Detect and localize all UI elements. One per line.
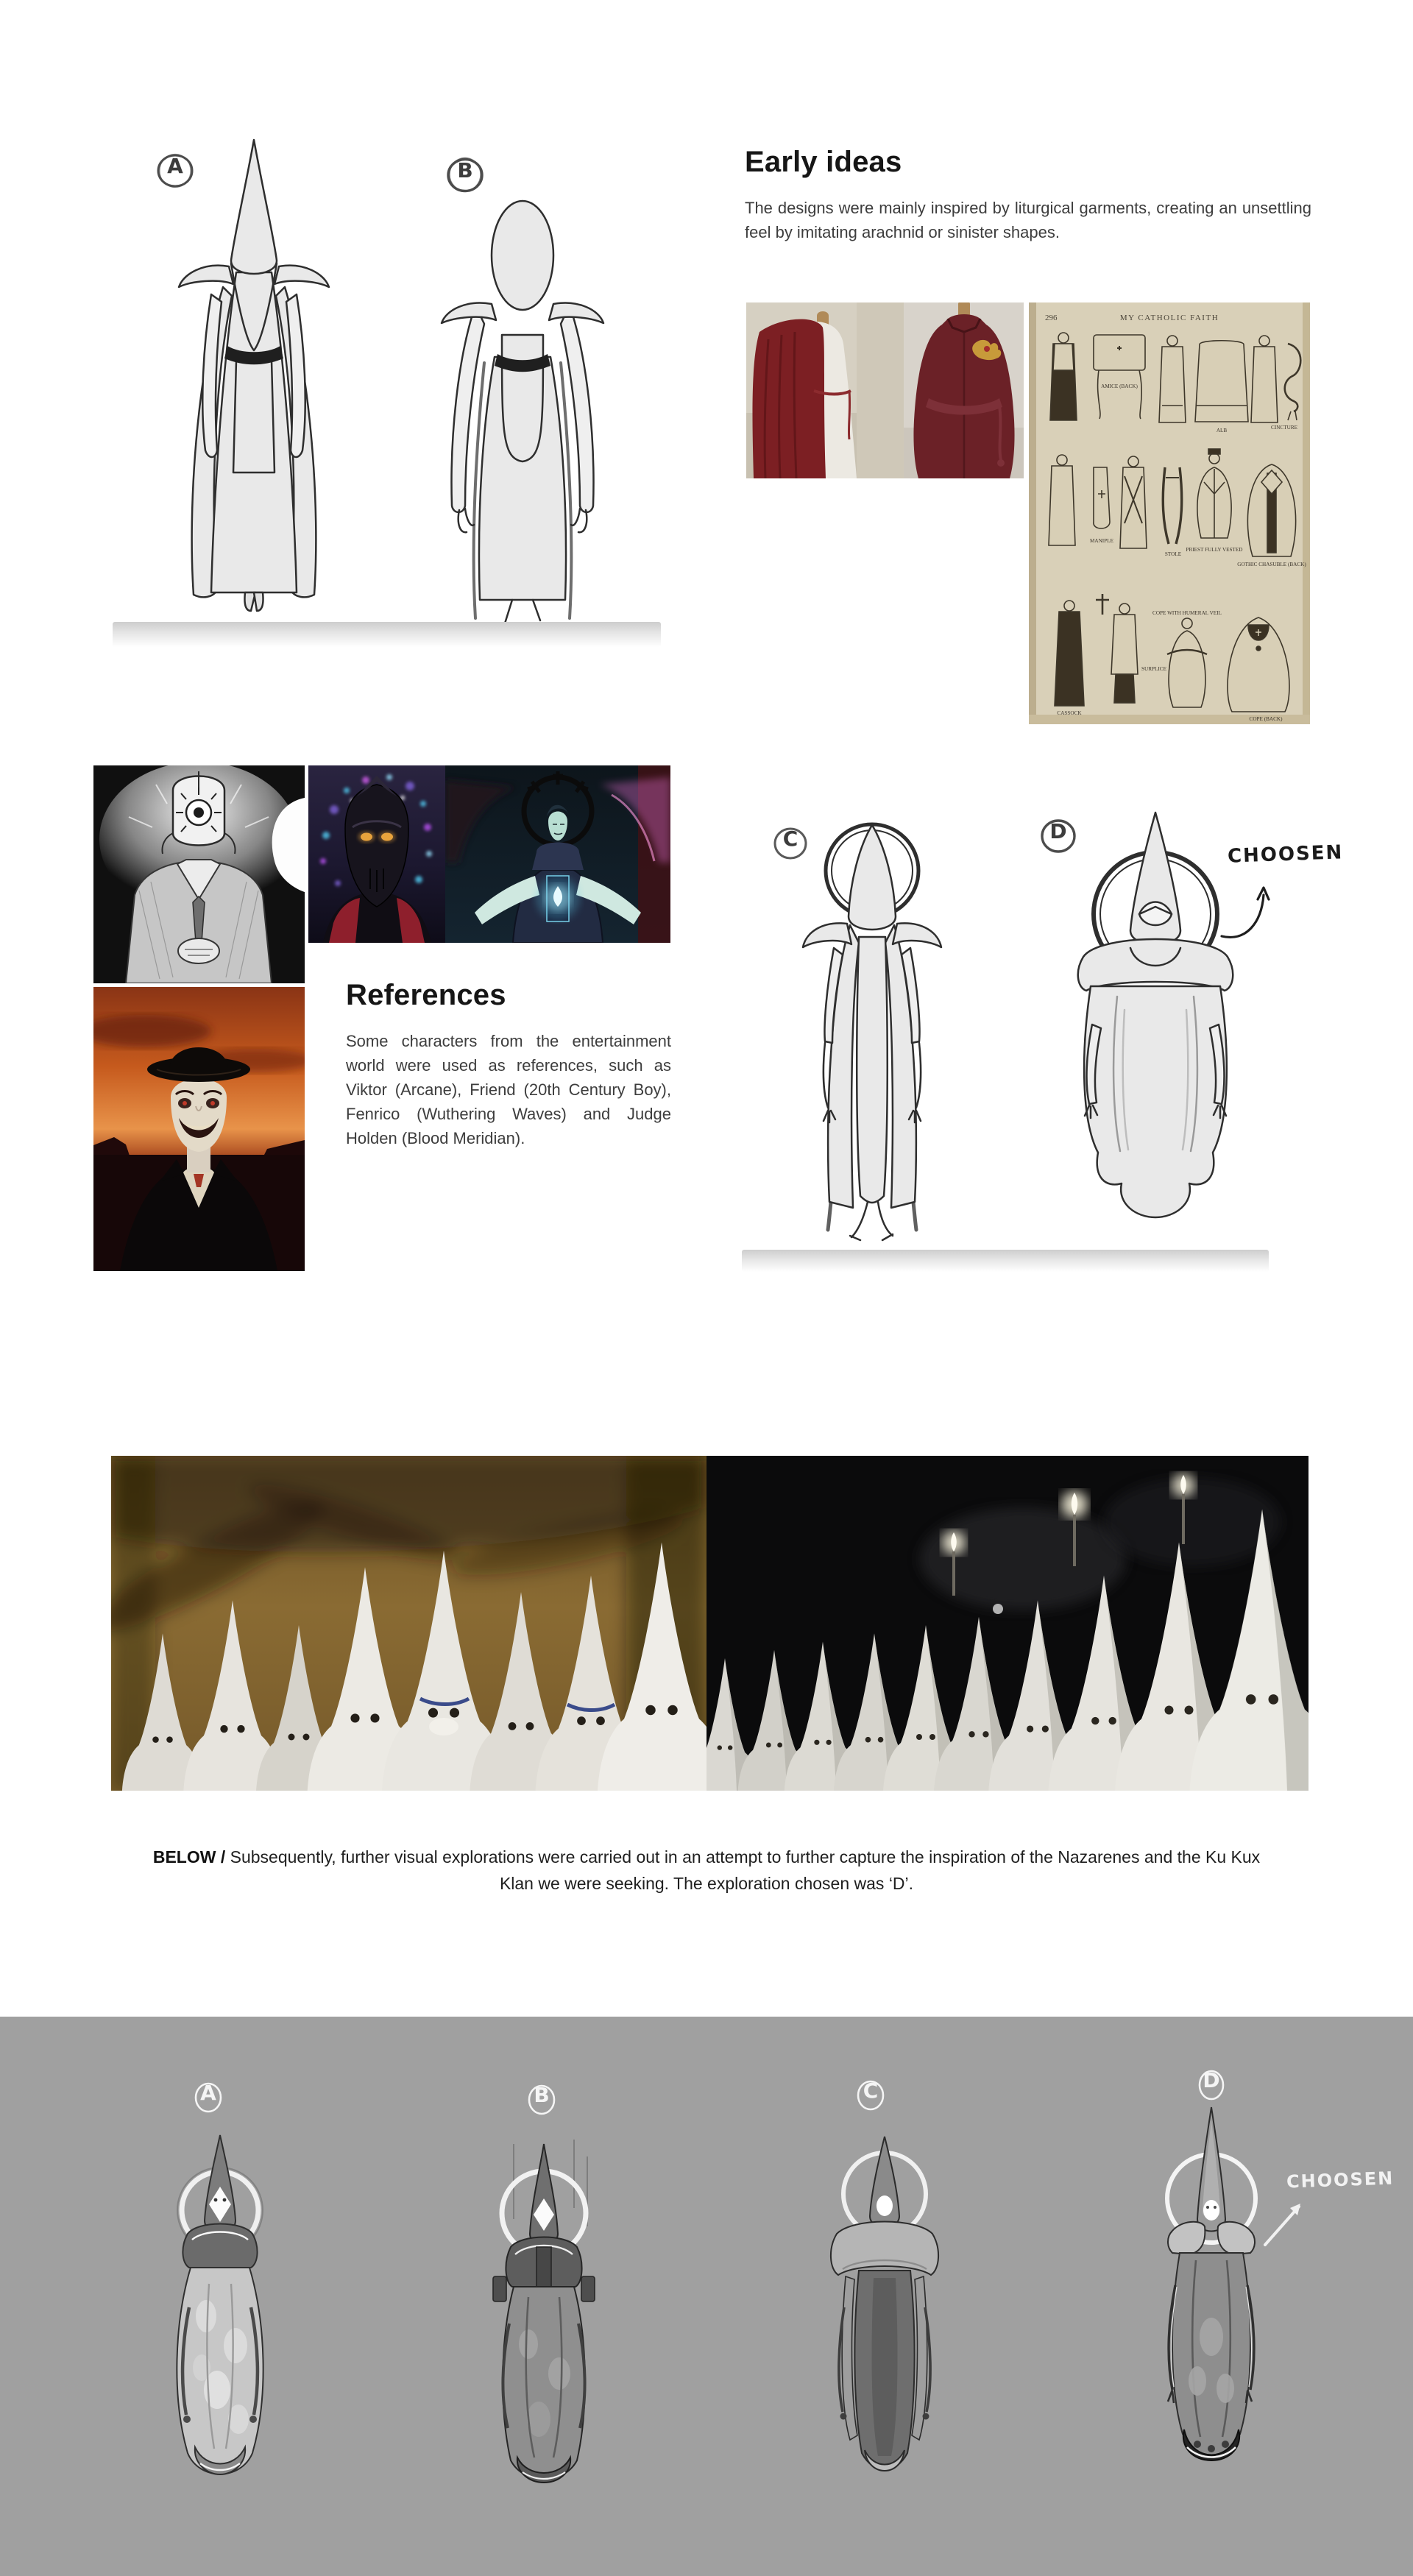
exploration-a-label: A — [200, 2081, 216, 2105]
klan-night-photo — [706, 1456, 1308, 1791]
nazarenes-color-photo — [111, 1456, 706, 1791]
exploration-d-label-circle — [1192, 2066, 1230, 2104]
catalog-label-stole: STOLE — [1164, 551, 1182, 557]
sketch-c-drawing — [762, 799, 982, 1249]
exploration-c-label-circle — [851, 2076, 890, 2115]
viktor-reference-image — [445, 765, 670, 943]
exploration-d-render — [1137, 2101, 1286, 2506]
judge-holden-reference-image — [93, 987, 305, 1271]
sketch-cd-floor-shadow — [742, 1250, 1269, 1272]
sketch-d-label: D — [1049, 819, 1067, 843]
references-paragraph: Some characters from the entertainment world were used as references, such as Viktor (Arcane), Friend (20th Century Boy), Fenrico (Wuthering Waves) and Judge Holden (Blood Meridian). — [346, 1032, 671, 1147]
exploration-b-render — [471, 2131, 617, 2502]
liturgical-cape-photo — [746, 302, 904, 478]
catalog-label-surplice: SURPLICE — [1141, 666, 1166, 672]
below-caption-label: BELOW / — [152, 1847, 226, 1866]
references-heading: References — [346, 979, 506, 1011]
sketch-d-drawing — [1049, 804, 1262, 1245]
exploration-d-label: D — [1203, 2068, 1220, 2092]
catalog-label-gothic-chasuble: GOTHIC CHASUBLE (BACK) — [1237, 562, 1306, 567]
choosen-arrow-bottom-icon — [1255, 2195, 1321, 2254]
catalog-page-number: 296 — [1045, 314, 1058, 322]
exploration-b-label-circle — [523, 2081, 561, 2119]
catalog-title: MY CATHOLIC FAITH — [1119, 314, 1219, 322]
friend-reference-image — [93, 765, 305, 983]
catalog-label-cassock: CASSOCK — [1057, 710, 1082, 716]
sketch-b-drawing — [427, 188, 618, 626]
maroon-robe-photo — [904, 302, 1024, 478]
sketch-a-label-circle — [156, 152, 194, 190]
below-caption-text: Subsequently, further visual explorations were carried out in an attempt to further capture the inspiration of the Nazarenes and the Ku Kux Klan we were seeking. The exploration chosen was ‘D’. — [230, 1847, 1261, 1893]
catalog-label-priest-vested: PRIEST FULLY VESTED — [1186, 547, 1243, 553]
catalog-label-cope-back: COPE (BACK) — [1249, 716, 1283, 722]
catalog-label-cincture: CINCTURE — [1271, 425, 1297, 431]
sketch-a-drawing — [166, 132, 342, 622]
exploration-b-label: B — [534, 2083, 550, 2107]
catalog-label-cope-veil: COPE WITH HUMERAL VEIL — [1152, 610, 1222, 616]
vestment-catalog-page — [1029, 302, 1310, 724]
sketch-ab-floor-shadow — [113, 622, 661, 647]
sketch-c-label-circle — [771, 824, 810, 863]
choosen-annotation-bottom: CHOOSEN — [1286, 2168, 1395, 2193]
sketch-d-label-circle — [1039, 817, 1077, 855]
early-ideas-heading: Early ideas — [745, 146, 902, 178]
sketch-c-label: C — [782, 827, 798, 851]
catalog-label-alb: ALB — [1216, 428, 1228, 434]
catalog-label-amice: AMICE (BACK) — [1101, 383, 1138, 389]
sketch-a-label: A — [167, 154, 183, 178]
sketch-b-label-circle — [446, 156, 484, 194]
catalog-label-maniple: MANIPLE — [1090, 538, 1113, 544]
exploration-c-label: C — [863, 2078, 879, 2103]
exploration-c-render — [812, 2123, 957, 2502]
fenrico-reference-image — [308, 765, 445, 943]
choosen-annotation-top: CHOOSEN — [1227, 841, 1344, 868]
below-caption — [144, 1844, 1269, 1897]
early-ideas-paragraph: The designs were mainly inspired by liturgical garments, creating an unsettling feel by imitating arachnid or sinister shapes. — [745, 199, 1311, 241]
choosen-arrow-top-icon — [1213, 877, 1286, 947]
sketch-b-label: B — [457, 158, 473, 183]
exploration-a-render — [147, 2123, 293, 2506]
exploration-a-label-circle — [189, 2078, 227, 2117]
